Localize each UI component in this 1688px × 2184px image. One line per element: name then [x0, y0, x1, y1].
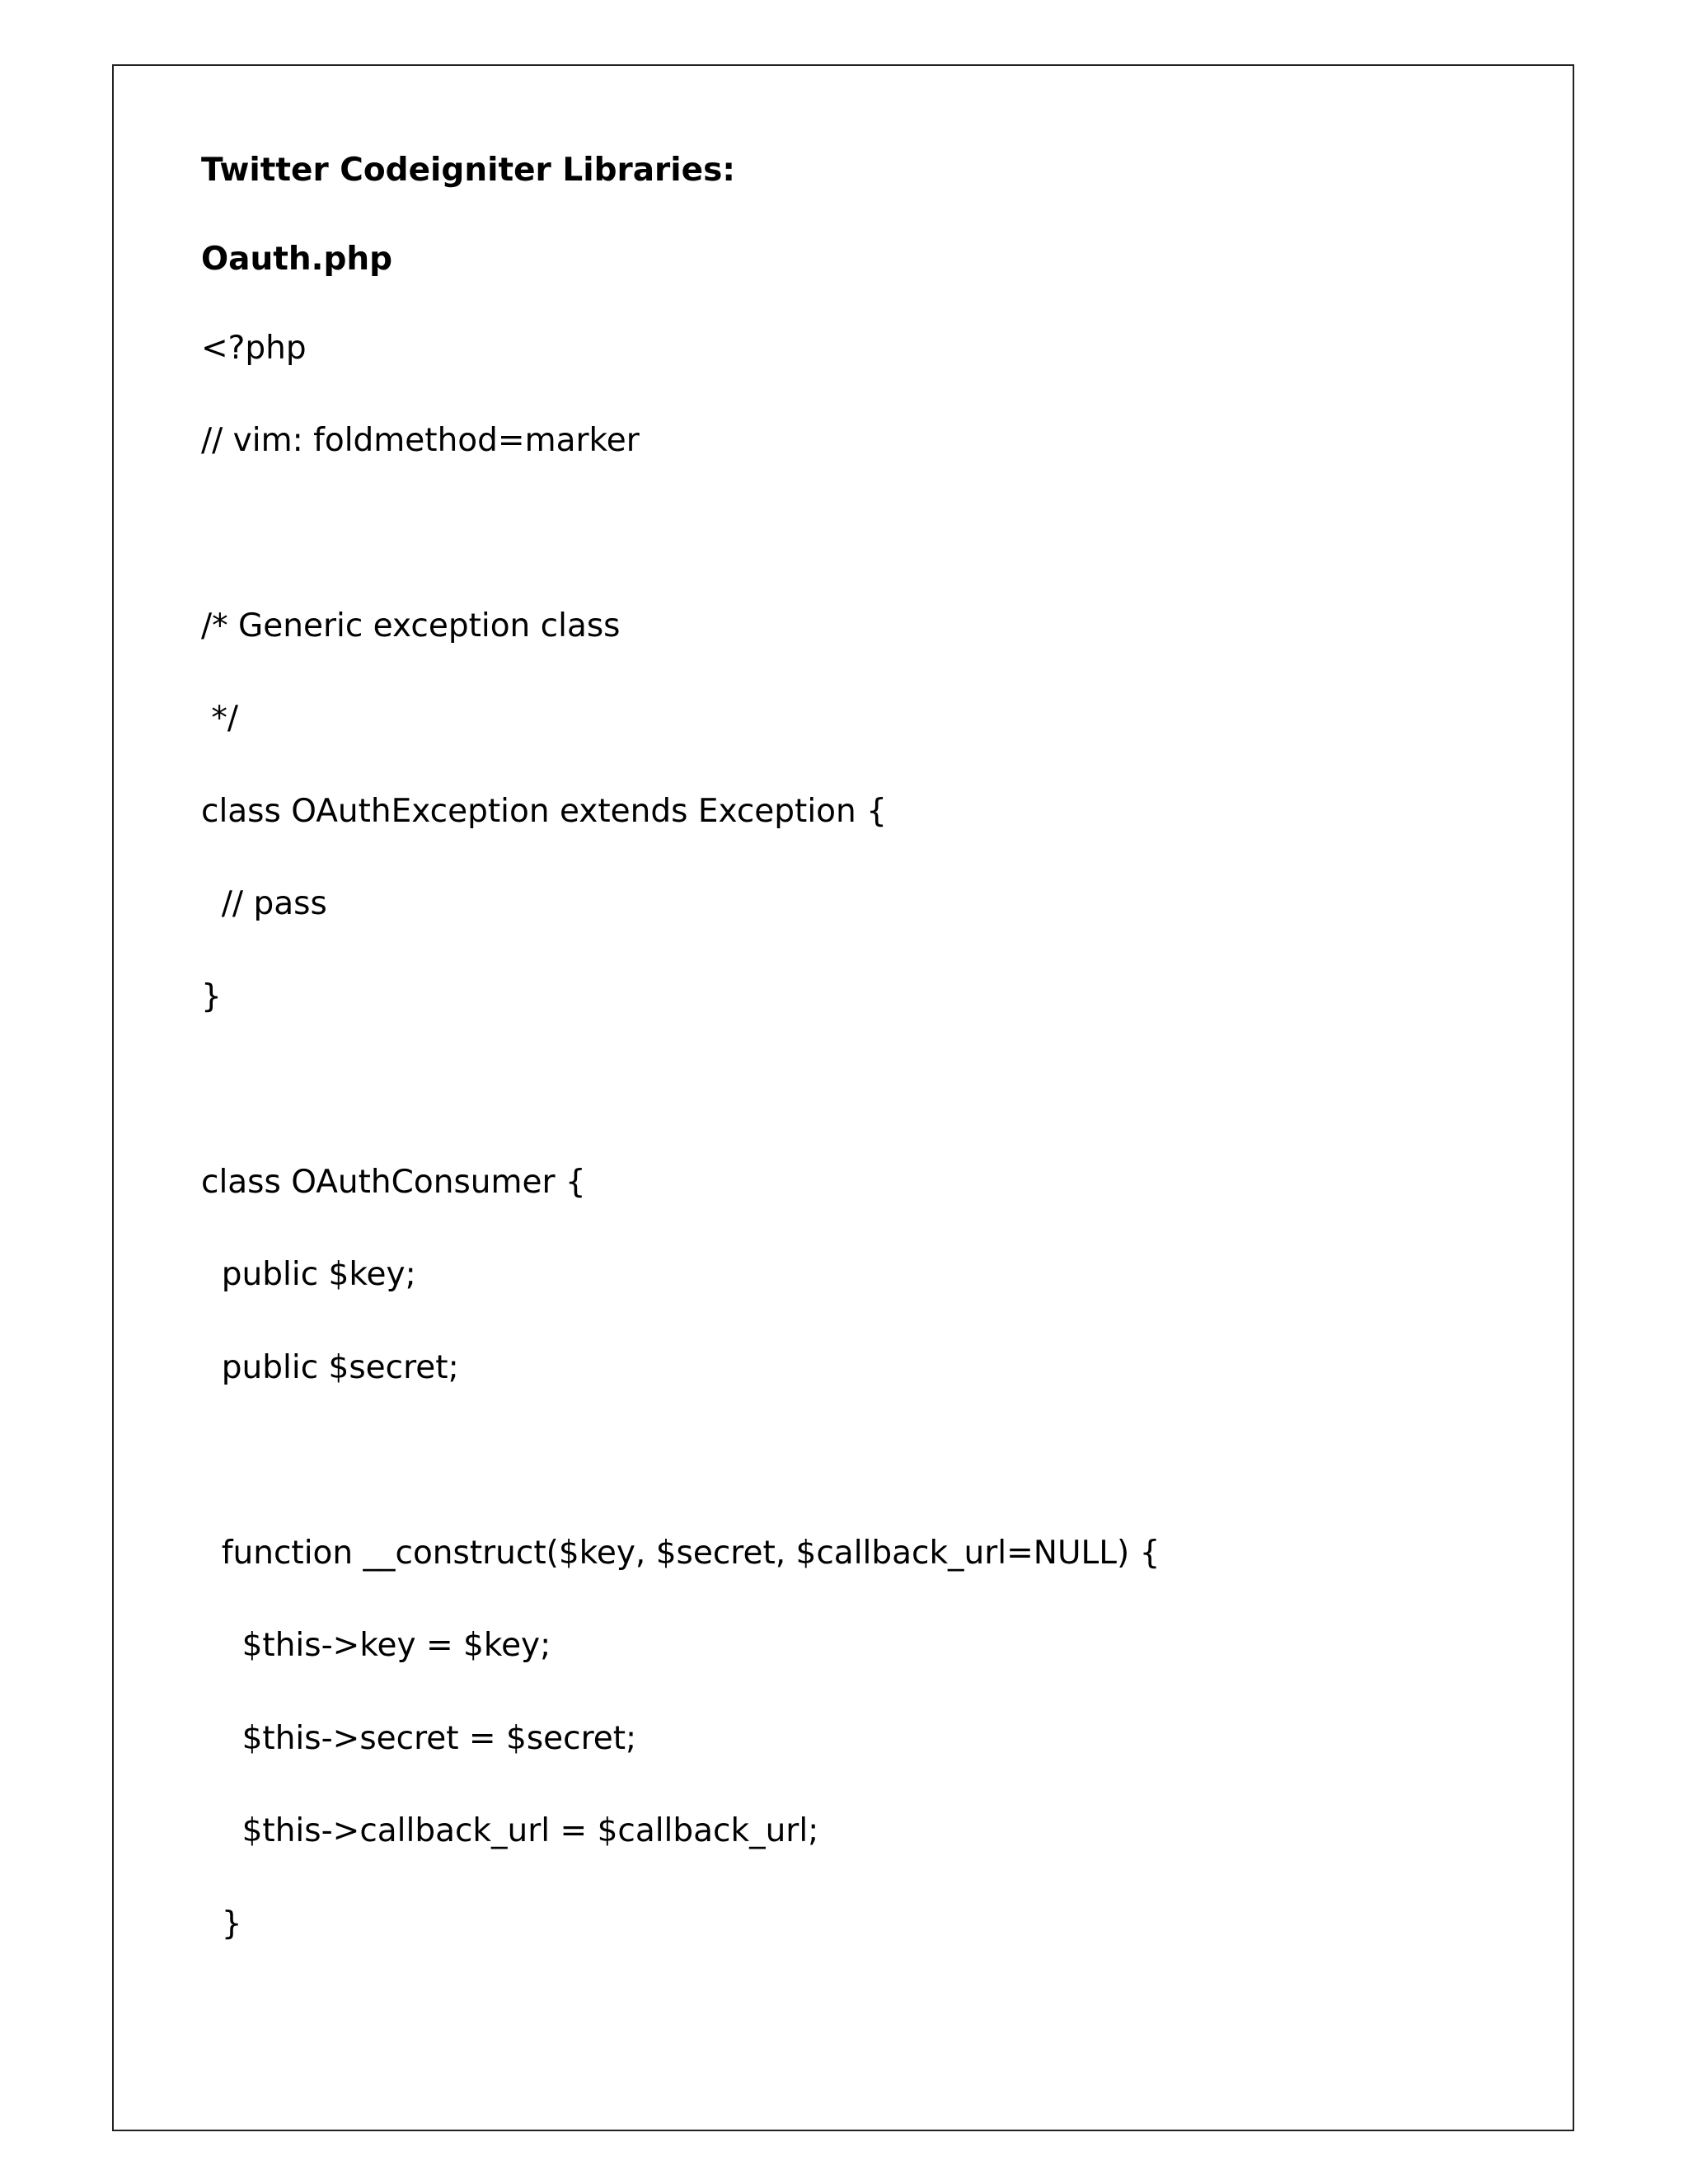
code-line: // vim: foldmethod=marker — [201, 422, 640, 459]
code-line: $this->key = $key; — [201, 1627, 551, 1664]
code-line: public $secret; — [201, 1349, 459, 1386]
code-line: } — [201, 1905, 242, 1943]
code-line: public $key; — [201, 1256, 416, 1293]
code-line: $this->callback_url = $callback_url; — [201, 1812, 819, 1849]
code-line: class OAuthException extends Exception { — [201, 793, 887, 830]
file-name: Oauth.php — [201, 241, 393, 278]
code-line: class OAuthConsumer { — [201, 1164, 586, 1201]
code-line: // pass — [201, 885, 327, 922]
code-line: */ — [201, 700, 239, 737]
code-line: function __construct($key, $secret, $callback_url=NULL) { — [201, 1535, 1160, 1572]
code-line: $this->secret = $secret; — [201, 1720, 637, 1757]
code-line: } — [201, 978, 222, 1015]
code-line: <?php — [201, 330, 307, 367]
code-line: /* Generic exception class — [201, 607, 621, 644]
document-content — [201, 66, 1573, 2130]
page-frame — [112, 64, 1574, 2131]
document-heading: Twitter Codeigniter Libraries: — [201, 152, 735, 189]
